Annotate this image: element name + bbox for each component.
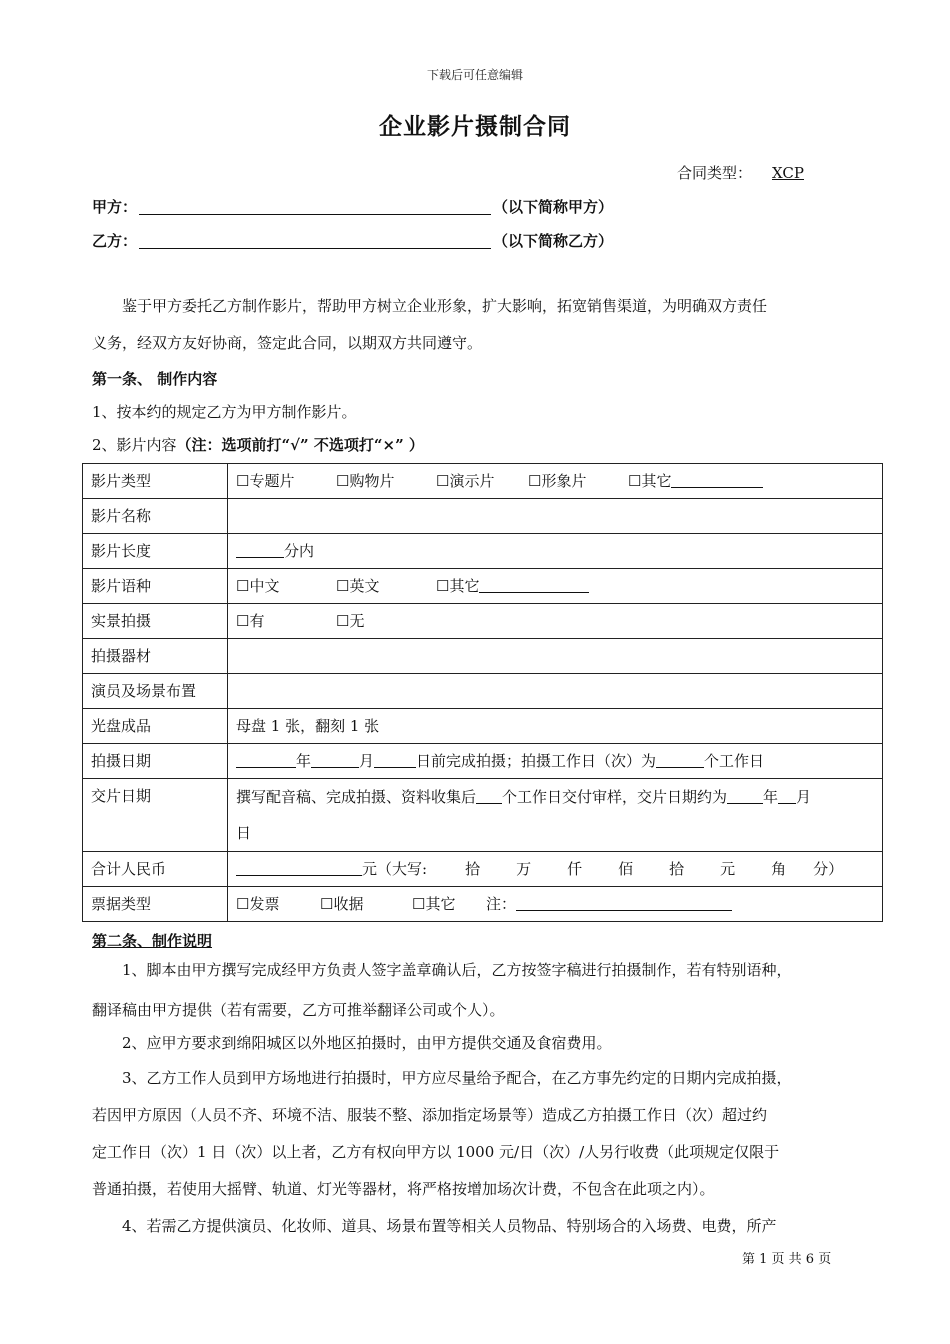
row-label: 拍摄日期 <box>83 744 228 779</box>
row-label: 影片名称 <box>83 499 228 534</box>
receipt-type-options <box>228 887 883 922</box>
row-label: 拍摄器材 <box>83 639 228 674</box>
article1-item2-prefix: 2、影片内容 <box>92 436 177 454</box>
party-a-suffix: （以下简称甲方） <box>493 198 614 216</box>
row-label: 演员及场景布置 <box>83 674 228 709</box>
table-row <box>83 674 883 709</box>
party-a-line <box>92 196 613 217</box>
table-row <box>83 852 883 887</box>
disc-value: 母盘 1 张，翻刻 1 张 <box>228 709 883 744</box>
amount-unit: 角 <box>771 860 787 878</box>
article2-heading: 第二条、制作说明 <box>92 932 213 950</box>
fill-blank[interactable] <box>476 789 502 804</box>
row-label: 实景拍摄 <box>83 604 228 639</box>
amount-unit: 分） <box>813 860 844 878</box>
row-label: 票据类型 <box>83 887 228 922</box>
table-row <box>83 639 883 674</box>
equipment-field[interactable] <box>228 639 883 674</box>
row-label: 影片类型 <box>83 464 228 499</box>
checkbox-option[interactable]: ☐购物片 <box>336 472 395 490</box>
article1-item1: 1、按本约的规定乙方为甲方制作影片。 <box>92 403 357 421</box>
text: 日 <box>236 824 252 842</box>
article2-p3a: 3、乙方工作人员到甲方场地进行拍摄时，甲方应尽量给予配合，在乙方事先约定的日期内完成拍摄， <box>122 1069 792 1087</box>
article2-p3b: 若因甲方原因（人员不齐、环境不洁、服装不整、添加指定场景等）造成乙方拍摄工作日（次）超过约 <box>92 1106 768 1124</box>
amount-unit: 万 <box>516 860 532 878</box>
text: 年 <box>296 752 312 770</box>
film-name-field[interactable] <box>228 499 883 534</box>
article2-p3c: 定工作日（次）1 日（次）以上者，乙方有权向甲方以 1000 元/日（次）/人另行收费（此项规定仅限于 <box>92 1143 780 1161</box>
contract-type-value: XCP <box>772 164 804 182</box>
scene-shooting-options <box>228 604 883 639</box>
table-row <box>83 534 883 569</box>
text: 月 <box>796 788 812 806</box>
page-footer: 第 1 页 共 6 页 <box>742 1252 832 1267</box>
intro-line-1: 鉴于甲方委托乙方制作影片，帮助甲方树立企业形象，扩大影响，拓宽销售渠道，为明确双方责任 <box>122 297 768 315</box>
table-row <box>83 709 883 744</box>
party-b-label: 乙方： <box>92 232 138 250</box>
row-label: 交片日期 <box>83 779 228 852</box>
table-row <box>83 779 883 852</box>
length-unit: 分内 <box>284 542 315 560</box>
party-b-line <box>92 230 613 251</box>
text: 日前完成拍摄；拍摄工作日（次）为 <box>416 752 657 770</box>
checkbox-option[interactable]: ☐其它 <box>412 895 456 913</box>
fill-blank[interactable] <box>236 753 296 768</box>
checkbox-option[interactable]: ☐专题片 <box>236 472 295 490</box>
note-label: 注： <box>486 895 517 913</box>
text: 个工作日 <box>704 752 765 770</box>
article2-p4: 4、若需乙方提供演员、化妆师、道具、场景布置等相关人员物品、特别场合的入场费、电费，所产 <box>122 1217 777 1235</box>
checkbox-option[interactable]: ☐有 <box>236 612 265 630</box>
article2-p1b: 翻译稿由甲方提供（若有需要，乙方可推举翻译公司或个人）。 <box>92 1001 505 1019</box>
delivery-date-field <box>228 779 883 852</box>
article2-p1a: 1、脚本由甲方撰写完成经甲方负责人签字盖章确认后，乙方按签字稿进行拍摄制作，若有特别语种， <box>122 961 792 979</box>
party-a-blank[interactable] <box>139 198 491 215</box>
fill-blank[interactable] <box>516 896 732 911</box>
checkbox-option[interactable]: ☐无 <box>336 612 365 630</box>
fill-blank[interactable] <box>778 789 796 804</box>
checkbox-option[interactable]: ☐英文 <box>336 577 380 595</box>
row-label: 影片语种 <box>83 569 228 604</box>
table-row <box>83 499 883 534</box>
article2-p2: 2、应甲方要求到绵阳城区以外地区拍摄时，由甲方提供交通及食宿费用。 <box>122 1034 612 1052</box>
fill-blank[interactable] <box>236 861 362 876</box>
article1-heading: 第一条、 制作内容 <box>92 370 218 388</box>
film-spec-table <box>82 463 883 922</box>
film-language-options <box>228 569 883 604</box>
fill-blank[interactable] <box>671 473 763 488</box>
article1-item2-note: （注：选项前打“√” 不选项打“×” ） <box>176 436 424 454</box>
table-row <box>83 604 883 639</box>
fill-blank[interactable] <box>656 753 704 768</box>
checkbox-option[interactable]: ☐演示片 <box>436 472 495 490</box>
table-row <box>83 464 883 499</box>
contract-type-label: 合同类型： <box>676 164 752 182</box>
contract-type <box>677 162 810 183</box>
row-label: 合计人民币 <box>83 852 228 887</box>
row-label: 影片长度 <box>83 534 228 569</box>
text: 年 <box>763 788 779 806</box>
table-row <box>83 569 883 604</box>
fill-blank[interactable] <box>311 753 359 768</box>
party-b-blank[interactable] <box>139 232 491 249</box>
article2-p3d: 普通拍摄，若使用大摇臂、轨道、灯光等器材，将严格按增加场次计费，不包含在此项之内）。 <box>92 1180 715 1198</box>
fill-blank[interactable] <box>479 578 589 593</box>
fill-blank[interactable] <box>236 543 284 558</box>
amount-unit: 拾 <box>465 860 481 878</box>
download-banner: 下载后可任意编辑 <box>426 68 523 82</box>
text: 个工作日交付审样，交片日期约为 <box>502 788 728 806</box>
amount-unit: 仟 <box>567 860 583 878</box>
film-type-options <box>228 464 883 499</box>
document-title: 企业影片摄制合同 <box>379 113 571 140</box>
checkbox-option[interactable]: ☐中文 <box>236 577 280 595</box>
total-rmb-field <box>228 852 883 887</box>
checkbox-option[interactable]: ☐其它 <box>436 577 480 595</box>
checkbox-option[interactable]: ☐其它 <box>628 472 672 490</box>
amount-unit: 拾 <box>669 860 685 878</box>
party-b-suffix: （以下简称乙方） <box>493 232 614 250</box>
checkbox-option[interactable]: ☐形象片 <box>528 472 587 490</box>
text: 元（大写: <box>362 860 428 878</box>
intro-line-2: 义务，经双方友好协商，签定此合同，以期双方共同遵守。 <box>92 334 483 352</box>
party-a-label: 甲方： <box>92 198 138 216</box>
row-label: 光盘成品 <box>83 709 228 744</box>
fill-blank[interactable] <box>727 789 763 804</box>
fill-blank[interactable] <box>374 753 416 768</box>
table-row <box>83 887 883 922</box>
film-length-field <box>228 534 883 569</box>
cast-scene-field[interactable] <box>228 674 883 709</box>
shooting-date-field <box>228 744 883 779</box>
article1-item2 <box>92 434 424 455</box>
table-row <box>83 744 883 779</box>
text: 月 <box>359 752 375 770</box>
amount-unit: 佰 <box>618 860 634 878</box>
amount-unit: 元 <box>720 860 736 878</box>
text: 撰写配音稿、完成拍摄、资料收集后 <box>236 788 477 806</box>
checkbox-option[interactable]: ☐发票 <box>236 895 280 913</box>
checkbox-option[interactable]: ☐收据 <box>320 895 364 913</box>
